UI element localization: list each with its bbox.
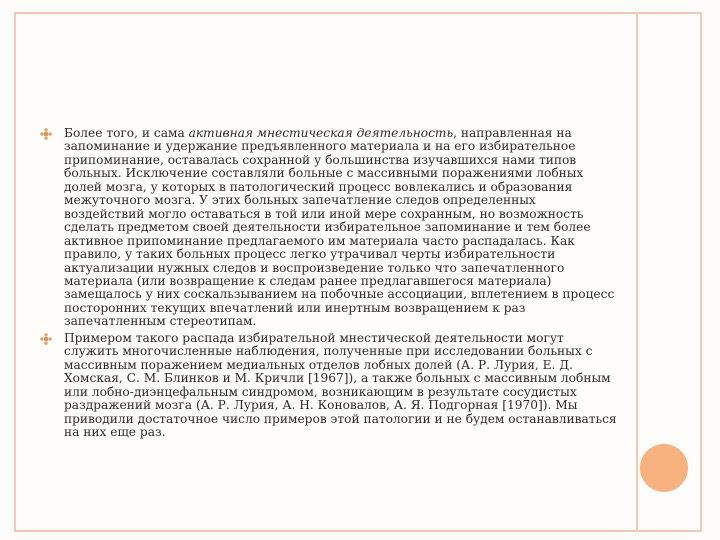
- bullet-text-after: , направленная на запоминание и удержание предъявленного материала и на его избирательное припоминание, оставалась сохранной у большинства изучавшихся нами типов больных. Исключение составляли больные с массивными поражениями лобных долей мозга, у которых в патологический процесс вовлекались и образования межуточного мозга. У этих больных запечатление следов определенных воздействий могло оставаться в той или иной мере сохранным, но возможность сделать предметом своей деятельности избирательное запоминание и тем более активное припоминание предлагаемого им материала часто распадалась. Как правило, у таких больных процесс легко утрачивал черты избирательности актуализации нужных следов и воспроизведение только что запечатленного материала (или возвращение к следам ранее предлагавшегося материала) замещалось у них соскальзыванием на побочные ассоциации, вплетением в процесс посторонних текущих впечатлений или инертным возвращением к раз запечатленным стереотипам.: [64, 126, 615, 329]
- fleuron-bullet-icon: [40, 128, 52, 140]
- bullet-text: Примером такого распада избирательной мнестической деятельности могут служить многочисленные наблюдения, полученные при исследовании больных с массивным поражением медиальных отделов лобных долей (А. Р. Лурия, Е. Д. Хомская, С. М. Блинков и М. Кричли [1967]), а также больных с массивным лобным или лобно-диэнцефальным синдромом, возникающим в результате сосудистых раздражений мозга (А. Р. Лурия, А. Н. Коновалов, А. Я. Подгорная [1970]). Мы приводили достаточное число примеров этой патологии и не будем останавливаться на них еще раз.: [64, 330, 617, 439]
- bullet-item-2: [40, 332, 618, 440]
- decorative-circle: [640, 444, 688, 492]
- slide-margin-line: [636, 12, 638, 532]
- bullet-text-before: Более того, и сама: [64, 126, 189, 140]
- bullet-item-1: [40, 127, 618, 329]
- fleuron-bullet-icon: [40, 333, 52, 345]
- bullet-text-italic: активная мнестическая деятельность: [188, 126, 454, 140]
- slide-content: [40, 127, 618, 439]
